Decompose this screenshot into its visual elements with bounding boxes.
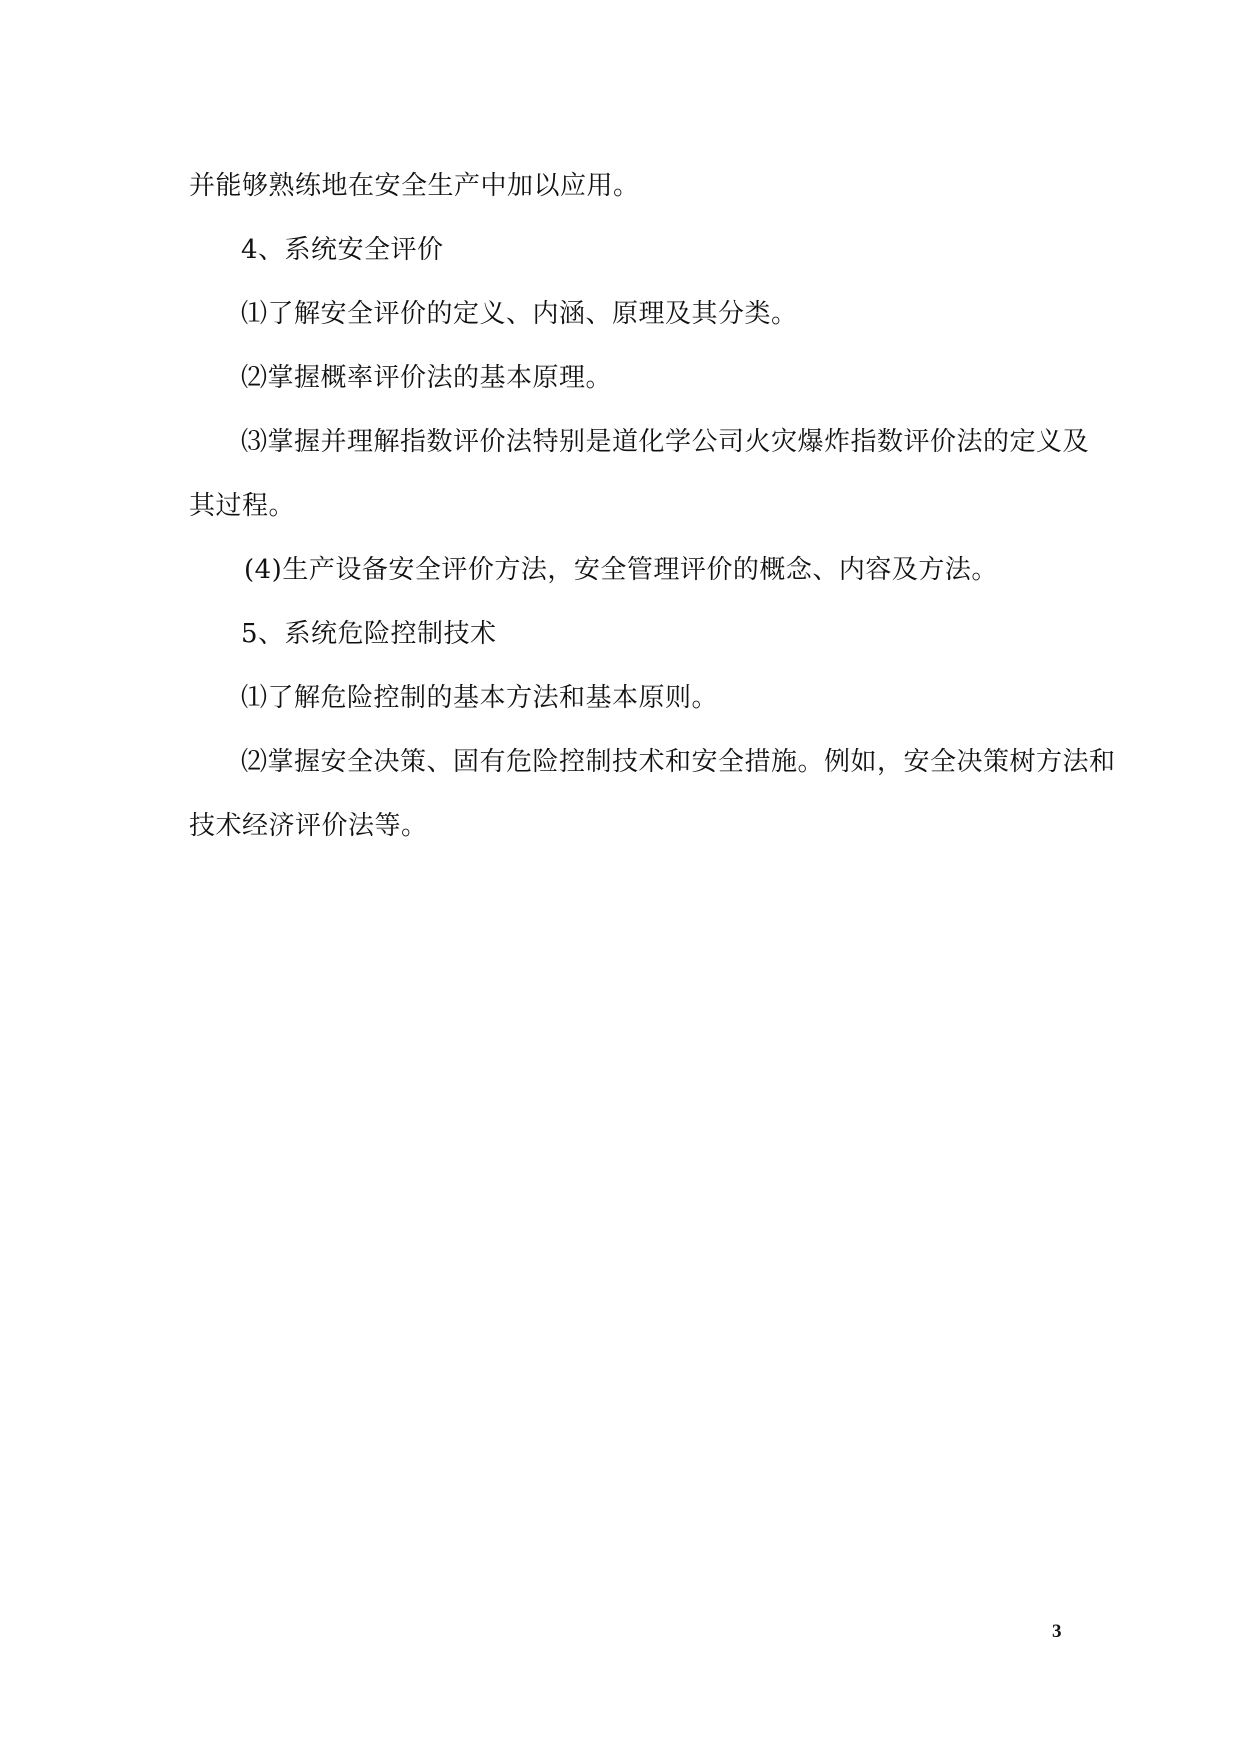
list-item-1-hazard: ⑴了解危险控制的基本方法和基本原则。: [241, 683, 719, 713]
list-item-2-hazard-line-1: ⑵掌握安全决策、固有危险控制技术和安全措施。例如，安全决策树方法和: [241, 747, 1116, 777]
list-item-4: (4)生产设备安全评价方法，安全管理评价的概念、内容及方法。: [244, 555, 998, 585]
section-heading-hazard-control: 5、系统危险控制技术: [241, 619, 497, 649]
list-item-1: ⑴了解安全评价的定义、内涵、原理及其分类。: [241, 299, 798, 329]
list-item-2: ⑵掌握概率评价法的基本原理。: [241, 363, 613, 393]
list-item-2-hazard-line-2: 技术经济评价法等。: [189, 811, 428, 841]
list-item-3-line-2: 其过程。: [189, 491, 296, 521]
section-heading-system-safety-evaluation: 4、系统安全评价: [241, 235, 444, 265]
page-number: 3: [1052, 1621, 1062, 1642]
list-item-3-line-1: ⑶掌握并理解指数评价法特别是道化学公司火灾爆炸指数评价法的定义及: [241, 427, 1090, 457]
paragraph-continuation-line: 并能够熟练地在安全生产中加以应用。: [189, 171, 640, 201]
body-text: [189, 168, 1116, 872]
